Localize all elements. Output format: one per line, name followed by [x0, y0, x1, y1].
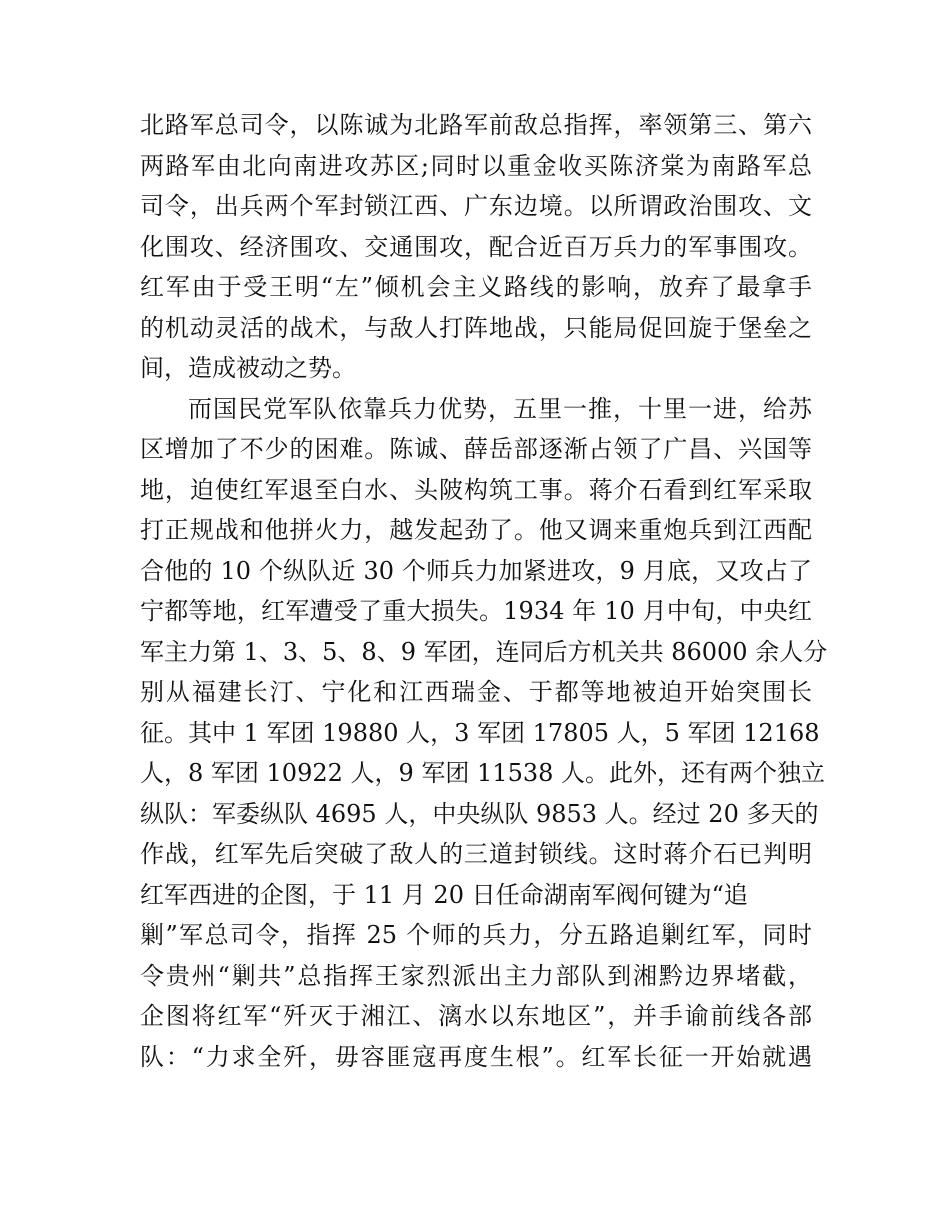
- text-line: 宁都等地，红军遭受了重大损失。1934 年 10 月中旬，中央红: [140, 597, 812, 625]
- text-line: 企图将红军“歼灭于湘江、漓水以东地区”，并手谕前线各部: [140, 1002, 812, 1030]
- text-line: 征。其中 1 军团 19880 人，3 军团 17805 人，5 军团 12168: [140, 718, 820, 747]
- text-line: 纵队：军委纵队 4695 人，中央纵队 9853 人。经过 20 多天的: [140, 799, 819, 828]
- text-line: 红军西进的企图，于 11 月 20 日任命湖南军阀何键为“追: [140, 880, 748, 909]
- text-line: 司令，出兵两个军封锁江西、广东边境。以所谓政治围攻、文: [140, 192, 812, 220]
- text-line: 剿”军总司令，指挥 25 个师的兵力，分五路追剿红军，同时: [140, 921, 812, 949]
- paragraph-2: [140, 389, 828, 1078]
- document-body: [140, 105, 828, 1077]
- text-line: 队：“力求全歼，毋容匪寇再度生根”。红军长征一开始就遇: [140, 1042, 812, 1071]
- text-line: 区增加了不少的困难。陈诚、薛岳部逐渐占领了广昌、兴国等: [140, 435, 812, 463]
- text-line: 两路军由北向南进攻苏区;同时以重金收买陈济棠为南路军总: [140, 151, 812, 180]
- text-line: 令贵州“剿共”总指挥王家烈派出主力部队到湘黔边界堵截，: [140, 961, 812, 990]
- text-line: 打正规战和他拼火力，越发起劲了。他又调来重炮兵到江西配: [140, 516, 812, 544]
- text-line: 作战，红军先后突破了敌人的三道封锁线。这时蒋介石已判明: [140, 840, 812, 868]
- text-line: 别从福建长汀、宁化和江西瑞金、于都等地被迫开始突围长: [140, 678, 812, 706]
- text-line: 化围攻、经济围攻、交通围攻，配合近百万兵力的军事围攻。: [140, 232, 812, 261]
- text-line: 地，迫使红军退至白水、头陂构筑工事。蒋介石看到红军采取: [140, 475, 812, 504]
- text-line: 军主力第 1、3、5、8、9 军团，连同后方机关共 86000 余人分: [140, 637, 828, 666]
- text-line: 人，8 军团 10922 人，9 军团 11538 人。此外，还有两个独立: [140, 759, 826, 787]
- text-line: 而国民党军队依靠兵力优势，五里一推，十里一进，给苏: [188, 394, 812, 423]
- text-line: 合他的 10 个纵队近 30 个师兵力加紧进攻，9 月底，又攻占了: [140, 556, 812, 585]
- text-line: 间，造成被动之势。: [140, 354, 356, 382]
- paragraph-1: [140, 105, 812, 389]
- text-line: 红军由于受王明“左”倾机会主义路线的影响，放弃了最拿手: [140, 273, 812, 301]
- text-line: 北路军总司令，以陈诚为北路军前敌总指挥，率领第三、第六: [140, 111, 812, 139]
- text-line: 的机动灵活的战术，与敌人打阵地战，只能局促回旋于堡垒之: [140, 313, 812, 342]
